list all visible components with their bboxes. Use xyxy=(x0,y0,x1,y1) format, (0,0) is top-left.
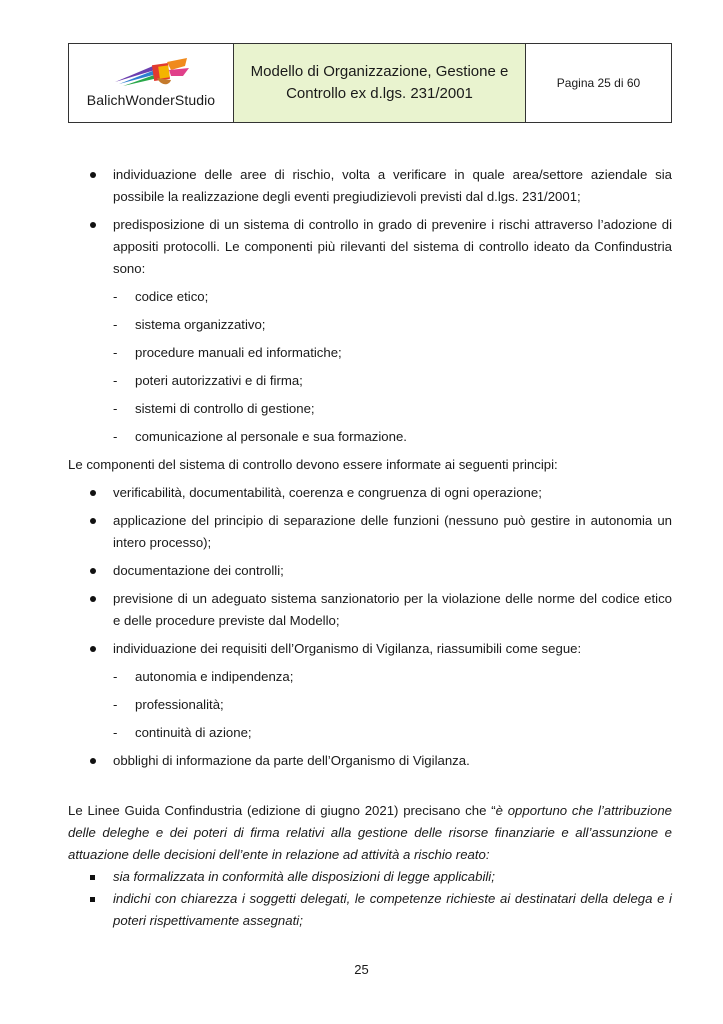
list-item xyxy=(68,888,672,932)
sub-list-item-text: sistema organizzativo; xyxy=(135,317,266,332)
list-item xyxy=(68,750,672,772)
sub-list-item-text: sistemi di controllo di gestione; xyxy=(135,401,315,416)
principles-list xyxy=(68,482,672,772)
principles-intro: Le componenti del sistema di controllo devono essere informate ai seguenti principi: xyxy=(68,457,558,472)
list-item-text: obblighi di informazione da parte dell’Organismo di Vigilanza. xyxy=(113,753,470,768)
guidelines-lead: Le Linee Guida Confindustria (edizione di giugno 2021) precisano che “ xyxy=(68,803,496,818)
list-item-text: applicazione del principio di separazione delle funzioni (nessuno può gestire in autonomia un intero processo); xyxy=(113,513,672,550)
bullet-icon xyxy=(90,222,96,228)
page-content xyxy=(68,164,672,932)
document-header xyxy=(68,43,672,123)
sub-list-item: - continuità di azione; xyxy=(113,725,252,740)
bullet-icon xyxy=(90,596,96,602)
list-item-text: indichi con chiarezza i soggetti delegati, le competenze richieste ai destinatari della delega e i poteri rispettivamente assegnati; xyxy=(113,891,672,928)
risk-steps-list xyxy=(68,164,672,448)
list-item xyxy=(68,482,672,504)
control-components-list xyxy=(113,286,672,448)
bullet-icon xyxy=(90,490,96,496)
sub-list-item: - professionalità; xyxy=(113,697,224,712)
square-bullet-icon xyxy=(90,875,95,880)
list-item-text: sia formalizzata in conformità alle disposizioni di legge applicabili; xyxy=(113,869,495,884)
list-item-text: documentazione dei controlli; xyxy=(113,563,284,578)
sub-list-item: - sistema organizzativo; xyxy=(113,317,266,332)
sub-list-item: - comunicazione al personale e sua formazione. xyxy=(113,429,407,444)
odv-requirements-list xyxy=(113,666,672,744)
sub-list-item: - procedure manuali ed informatiche; xyxy=(113,345,342,360)
list-item xyxy=(68,588,672,632)
square-bullet-icon xyxy=(90,897,95,902)
rainbow-brush-logo-icon xyxy=(113,56,193,90)
sub-list-item-text: procedure manuali ed informatiche; xyxy=(135,345,342,360)
page-label: Pagina 25 di 60 xyxy=(556,76,641,90)
sub-list-item-text: codice etico; xyxy=(135,289,209,304)
list-item-text: individuazione delle aree di rischio, volta a verificare in quale area/settore aziendale sia possibile la realizzazione degli eventi pregiudizievoli previsti dal d.lgs. 231/2001; xyxy=(113,167,672,204)
sub-list-item-text: poteri autorizzativi e di firma; xyxy=(135,373,303,388)
bullet-icon xyxy=(90,568,96,574)
list-item xyxy=(68,638,672,744)
sub-list-item: - autonomia e indipendenza; xyxy=(113,669,294,684)
list-item xyxy=(68,510,672,554)
document-title: Modello di Organizzazione, Gestione e Controllo ex d.lgs. 231/2001 xyxy=(234,44,526,122)
bullet-icon xyxy=(90,172,96,178)
list-item-text: predisposizione di un sistema di controllo in grado di prevenire i rischi attraverso l’adozione di appositi protocolli. Le componenti più rilevanti del sistema di controllo ideato da Confindustria sono: xyxy=(113,217,672,276)
guidelines-paragraph xyxy=(68,800,672,866)
logo-text: BalichWonderStudio xyxy=(86,92,216,108)
list-item-text: verificabilità, documentabilità, coerenza e congruenza di ogni operazione; xyxy=(113,485,542,500)
sub-list-item: - codice etico; xyxy=(113,289,209,304)
list-item-text: individuazione dei requisiti dell’Organismo di Vigilanza, riassumibili come segue: xyxy=(113,641,582,656)
list-item xyxy=(68,560,672,582)
list-item xyxy=(68,866,672,888)
guidelines-quote: è opportuno che l’attribuzione delle deleghe e dei poteri di firma relativi alla gestione delle risorse finanziarie e all’assunzione e attuazione delle decisioni dell’ente in relazione ad attività a rischio reato: xyxy=(68,803,672,862)
list-item xyxy=(68,214,672,448)
bullet-icon xyxy=(90,758,96,764)
delegation-requirements-list xyxy=(68,866,672,932)
list-item xyxy=(68,164,672,208)
sub-list-item: - sistemi di controllo di gestione; xyxy=(113,401,315,416)
sub-list-item-text: professionalità; xyxy=(135,697,224,712)
sub-list-item-text: comunicazione al personale e sua formazione. xyxy=(135,429,407,444)
page-number: 25 xyxy=(354,962,369,977)
sub-list-item-text: continuità di azione; xyxy=(135,725,252,740)
sub-list-item: - poteri autorizzativi e di firma; xyxy=(113,373,303,388)
bullet-icon xyxy=(90,646,96,652)
list-item-text: previsione di un adeguato sistema sanzionatorio per la violazione delle norme del codice etico e delle procedure previste dal Modello; xyxy=(113,591,672,628)
bullet-icon xyxy=(90,518,96,524)
company-logo xyxy=(69,44,234,122)
sub-list-item-text: autonomia e indipendenza; xyxy=(135,669,294,684)
